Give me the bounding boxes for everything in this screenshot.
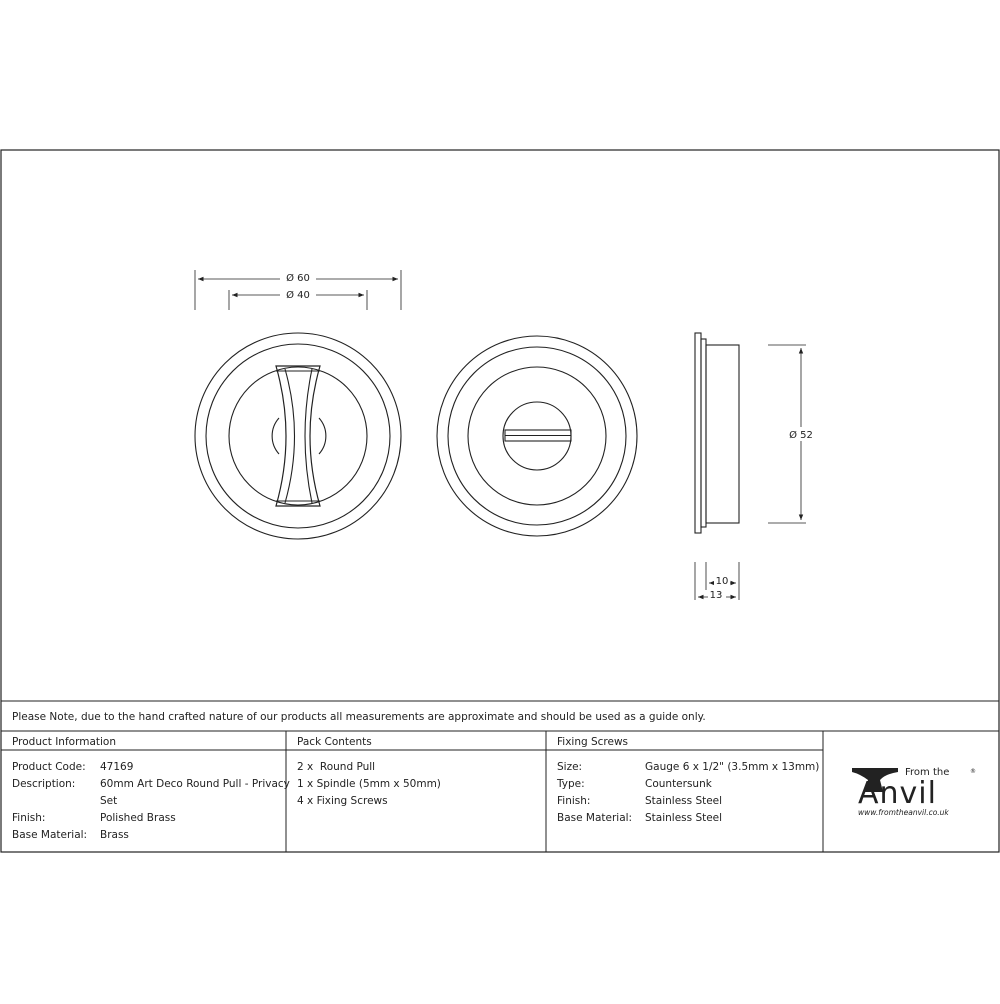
dim-height-label: Ø 52 xyxy=(789,430,813,441)
screw-material-label: Base Material: xyxy=(557,812,633,824)
front-cup xyxy=(229,367,367,505)
screw-finish-value: Stainless Steel xyxy=(645,795,723,807)
side-flange xyxy=(695,333,701,533)
description-label: Description: xyxy=(12,778,76,790)
screw-type-label: Type: xyxy=(557,778,585,790)
finish-label: Finish: xyxy=(12,812,46,824)
base-material-value: Brass xyxy=(100,829,129,841)
base-material-label: Base Material: xyxy=(12,829,88,841)
product-code-label: Product Code: xyxy=(12,761,86,773)
side-cup-body xyxy=(706,345,739,523)
from-the-anvil-logo xyxy=(852,767,976,817)
back-view-release xyxy=(437,336,637,536)
pack-item: 2 x Round Pull xyxy=(297,761,376,773)
logo-from-the: From the xyxy=(905,767,950,778)
pack-item: 4 x Fixing Screws xyxy=(297,795,388,807)
front-outer-rim xyxy=(195,333,401,539)
description-value-cont: Set xyxy=(100,795,118,807)
front-view-turn xyxy=(195,333,401,539)
dim-outer-diameter: Ø 60 xyxy=(286,273,310,284)
product-info-header: Product Information xyxy=(12,736,116,748)
front-rim-inner-edge xyxy=(206,344,390,528)
screw-type-value: Countersunk xyxy=(645,778,712,790)
finish-value: Polished Brass xyxy=(100,812,176,824)
sheet-border xyxy=(1,150,999,852)
turn-boss xyxy=(272,418,326,454)
product-code-value: 47169 xyxy=(100,761,134,773)
screw-finish-label: Finish: xyxy=(557,795,591,807)
logo-url: www.fromtheanvil.co.uk xyxy=(858,808,949,817)
dim-inner-diameter: Ø 40 xyxy=(286,290,310,301)
title-block-lines xyxy=(1,701,999,852)
description-value: 60mm Art Deco Round Pull - Privacy xyxy=(100,778,290,790)
fixing-screws-header: Fixing Screws xyxy=(557,736,629,748)
screw-size-value: Gauge 6 x 1/2" (3.5mm x 13mm) xyxy=(645,761,820,773)
logo-brand: Anvil xyxy=(858,776,937,811)
turn-knob-inner-right xyxy=(305,369,312,503)
side-view xyxy=(695,333,739,533)
pack-item: 1 x Spindle (5mm x 50mm) xyxy=(297,778,441,790)
pack-contents-header: Pack Contents xyxy=(297,736,372,748)
turn-knob-outline xyxy=(276,366,320,506)
side-flange-lip xyxy=(701,339,706,527)
screw-size-label: Size: xyxy=(557,761,583,773)
dim-depth-inner: 10 xyxy=(715,576,729,587)
logo-registered: ® xyxy=(970,768,976,775)
dim-depth-outer: 13 xyxy=(709,590,723,601)
measurement-note: Please Note, due to the hand crafted nature of our products all measurements are approximate and should be used as a guide only. xyxy=(12,711,706,723)
screw-material-value: Stainless Steel xyxy=(645,812,723,824)
